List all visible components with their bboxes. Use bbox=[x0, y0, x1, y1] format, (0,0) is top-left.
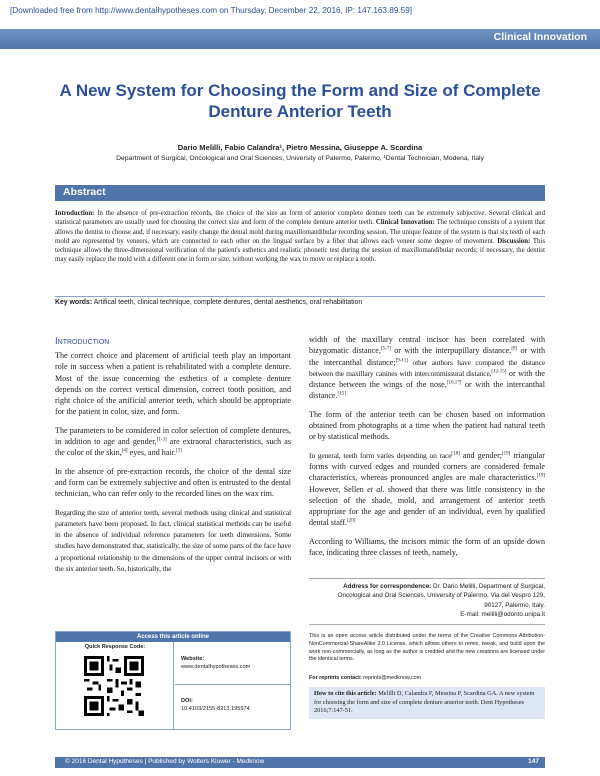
keywords bbox=[55, 296, 545, 306]
correspondence-label: Address for correspondence: bbox=[343, 583, 432, 590]
article-title: A New System for Choosing the Form and Size of Complete Denture Anterior Teeth bbox=[59, 81, 541, 121]
text-span: or with the interpupillary distance, bbox=[390, 346, 512, 356]
abstract-intro-text: In the absence of pre-extraction records, the choice of the size an form of anterior complete denture teeth can be extremely subjective. Several clinical and statistical parameters are usually used for choosing the correct size and form of the complete denture anterior teeth. bbox=[55, 210, 545, 227]
text-span: In general, teeth form varies depending on race bbox=[309, 450, 452, 460]
access-online-box bbox=[55, 631, 291, 730]
paragraph: The form of the anterior teeth can be chosen based on information obtained from photographs at a time when the patient had natural teeth or by statistical methods. bbox=[309, 409, 545, 442]
text-span: However, Sellen bbox=[309, 484, 368, 494]
reference-link[interactable]: [9-11] bbox=[395, 357, 408, 363]
correspondence-block bbox=[309, 578, 545, 625]
reprints-line bbox=[309, 675, 545, 681]
text-span: or with the intercanthal distance; bbox=[309, 346, 545, 367]
abstract-innovation-label: Clinical Innovation: bbox=[375, 219, 435, 227]
right-column bbox=[309, 334, 545, 565]
website-label-text: Website: bbox=[181, 656, 205, 662]
citation-label: How to cite this article: bbox=[314, 690, 377, 697]
website-cell bbox=[175, 642, 290, 685]
correspondence-email[interactable]: E-mail: melilli@odonto.unipa.it bbox=[460, 611, 545, 619]
reprints-email[interactable]: reprints@medknow.com bbox=[363, 675, 422, 681]
download-note: [Downloaded free from http://www.dentalhypotheses.com on Thursday, December 22, 2016, IP: 147.163.89.59] bbox=[10, 6, 413, 15]
qr-label: Quick Response Code: bbox=[84, 644, 146, 650]
page-number: 147 bbox=[528, 758, 539, 765]
reference-link[interactable]: [12-15] bbox=[491, 369, 507, 375]
text-span: or with the distance between the wings of the nose, bbox=[309, 368, 545, 390]
abstract-intro-label: Introduction: bbox=[55, 210, 95, 217]
qr-cell bbox=[56, 642, 174, 729]
qr-code-icon[interactable] bbox=[84, 656, 144, 716]
access-heading: Access this article online bbox=[56, 632, 290, 642]
doi-link[interactable]: 10.4103/2155-8213.195974 bbox=[181, 706, 250, 712]
doi-label bbox=[181, 697, 290, 705]
doi-label-text: DOI: bbox=[181, 698, 193, 704]
text-span: other authors have compared the distance between the maxillary canines with intercommissural distance, bbox=[309, 357, 545, 378]
text-span: or with the intercanthal distance. bbox=[309, 380, 545, 401]
author-list: Dario Melilli, Fabio Calandra¹, Pietro Messina, Giuseppe A. Scardina bbox=[177, 143, 423, 152]
paragraph: According to Williams, the incisors mimic the form of an upside down face, indicating three classes of teeth, namely, bbox=[309, 536, 545, 558]
reprints-label: For reprints contact: bbox=[309, 675, 362, 681]
reference-link[interactable]: [8] bbox=[511, 346, 518, 352]
text-span: and gender; bbox=[459, 450, 503, 460]
text-span: triangular forms with curved edges and rounded corners are considered female characteristics, whereas pronounced angles are male characteristics. bbox=[309, 450, 545, 483]
abstract-innovation-text: The technique consists of a system that allows the dentist to choose and, if necessary, easily change the dental mold during maxillomandibular recording session. The unique feature of the system is that six teeth of each mold are represented by veneers, which are connected to each other on the lingual surface by a fiber that allows each veneer some degree of movement. bbox=[55, 219, 545, 245]
reference-link[interactable]: [19] bbox=[536, 473, 545, 479]
abstract-heading: Abstract bbox=[63, 186, 106, 198]
footer-bar bbox=[55, 757, 545, 768]
reference-link[interactable]: [3] bbox=[175, 448, 182, 454]
reference-link[interactable]: [16,17] bbox=[446, 380, 462, 386]
correspondence-text: Dr. Dario Melilli, Department of Surgical, bbox=[433, 583, 545, 590]
license-notice: This is an open access article distributed under the terms of the Creative Commons Attribution-NonCommercial-ShareAlike 3.0 License, which allows others to remix, tweak, and build upon the work non-commercially, as long as the author is credited and the new creations are licensed under the identical terms. bbox=[309, 633, 545, 663]
text-span: are extraoral characteristics, such as the color of the skin, bbox=[55, 437, 291, 458]
correspondence-line: Oncological and Oral Sciences, University of Palermo, Via del Vespro 129, bbox=[337, 592, 545, 600]
reference-link[interactable]: [4] bbox=[121, 448, 128, 454]
left-column bbox=[55, 350, 291, 581]
doi-cell bbox=[175, 685, 290, 729]
keywords-label: Key words: bbox=[55, 299, 93, 306]
affiliation: Department of Surgical, Oncological and Oral Sciences, University of Palermo, Palermo, ¹Dental Technician, Modena, Italy bbox=[116, 155, 484, 162]
correspondence-line bbox=[309, 582, 545, 591]
reference-link[interactable]: [1-3] bbox=[156, 437, 167, 443]
website-link[interactable]: www.dentalhypotheses.com bbox=[181, 664, 251, 670]
introduction-heading: Introduction bbox=[55, 336, 110, 347]
reference-link[interactable]: [18] bbox=[451, 450, 460, 456]
abstract-heading-bar bbox=[55, 185, 545, 201]
reference-link[interactable]: [5-7] bbox=[380, 346, 391, 352]
text-span: eyes, and hair. bbox=[127, 448, 176, 458]
paragraph: Regarding the size of anterior teeth, several methods using clinical and statistical parameters have been proposed. In fact, clinical statistical methods can be useful in the absence of individual reference parameters for teeth dimensions. Some studies have demonstrated that, statistically, the size of some parts of the face have a proportional relationship to the dimensions of the upper central incisors or with the six anterior teeth. So, historically, the bbox=[55, 507, 291, 574]
website-label bbox=[181, 655, 290, 663]
paragraph bbox=[55, 425, 291, 459]
section-label: Clinical Innovation bbox=[493, 31, 587, 43]
citation-text: Melilli D, Calandra F, Messina P, Scardina GA. A new system for choosing the form and size of complete denture anterior teeth. Dent Hypotheses 2016;7:147-51. bbox=[314, 690, 535, 715]
correspondence-line: 90127, Palermo, Italy. bbox=[484, 601, 545, 609]
reference-link[interactable]: [20] bbox=[347, 518, 356, 524]
citation-box bbox=[309, 687, 545, 719]
paragraph: The correct choice and placement of artificial teeth play an important role in success when a patient is rehabilitated with a complete denture. Most of the issue concerning the esthetics of a complete denture depends on the correct vertical dimension, correct tooth position, and right choice of the artificial anterior teeth, which should be appropriate for the patient in color, size, and form. bbox=[55, 351, 291, 417]
reference-link[interactable]: [15] bbox=[337, 391, 346, 397]
abstract-discussion-label: Discussion: bbox=[497, 237, 531, 245]
paragraph: In the absence of pre-extraction records, the choice of the dental size and form can be extremely subjective and often is entrusted to the dental technician, who can refer only to the recorded lines on the wax rim. bbox=[55, 466, 291, 499]
text-span: width of the maxillary central incisor has been correlated with bizygomatic distance, bbox=[309, 335, 545, 356]
et-al: et al. bbox=[367, 484, 385, 494]
abstract-body bbox=[55, 209, 545, 265]
paragraph bbox=[309, 334, 545, 402]
reference-link[interactable]: [19] bbox=[502, 450, 511, 456]
text-span: The parameters to be considered in color selection of complete dentures, in addition to age and gender, bbox=[55, 425, 291, 447]
keywords-text: Artifical teeth, clinical technique, complete dentures, dental aesthetics, oral rehabilitation bbox=[93, 299, 363, 306]
abstract-discussion-text: This technique allows the three-dimensional verification of the patient's esthetics and realistic phonetic test during the session of maxillomandibular records; if necessary, the dentist may easily replace the mold with a different one in form or size, without working the wax to move or replace a tooth. bbox=[55, 237, 545, 264]
paragraph bbox=[309, 450, 545, 529]
text-span: showed that there was little consistency in the selection of the shade, mold, and arrangement of anterior teeth appropriate for the age and gender of an individual, even by qualified dental staff. bbox=[309, 484, 545, 528]
footer-copyright: © 2016 Dental Hypotheses | Published by Wolters Kluwer - Medknow bbox=[65, 758, 265, 765]
